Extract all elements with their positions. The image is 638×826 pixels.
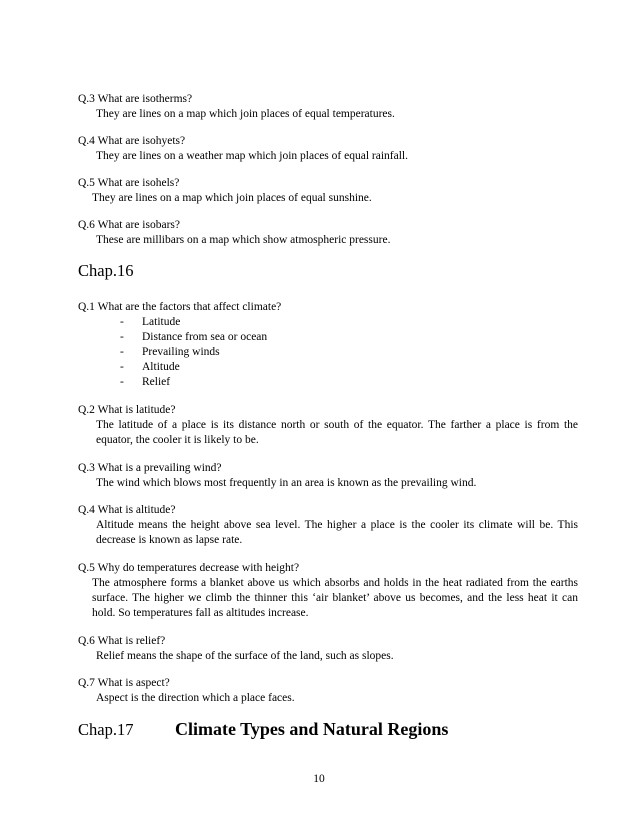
question: Q.5 What are isohels? (78, 177, 180, 189)
question: Q.6 What is relief? (78, 635, 166, 647)
qa-block (78, 92, 578, 122)
question: Q.5 Why do temperatures decrease with height? (78, 562, 300, 574)
answer: They are lines on a map which join places of equal temperatures. (96, 108, 395, 120)
qa-block (78, 300, 578, 390)
answer: They are lines on a map which join places of equal sunshine. (92, 192, 372, 204)
question: Q.1 What are the factors that affect climate? (78, 301, 282, 313)
question: Q.3 What is a prevailing wind? (78, 462, 222, 474)
list-item: - Distance from sea or ocean (120, 331, 268, 343)
question: Q.4 What is altitude? (78, 504, 176, 516)
factor-list (78, 315, 578, 390)
question: Q.7 What is aspect? (78, 677, 170, 689)
qa-block (78, 634, 578, 664)
list-item: - Prevailing winds (120, 346, 220, 358)
list-item: - Relief (120, 376, 171, 388)
qa-block (78, 176, 578, 206)
qa-block (78, 561, 578, 621)
question: Q.4 What are isohyets? (78, 135, 186, 147)
answer: The wind which blows most frequently in an area is known as the prevailing wind. (96, 477, 477, 489)
answer: Altitude means the height above sea level. The higher a place is the cooler its climate will be. This decrease is known as lapse rate. (96, 519, 578, 546)
qa-block (78, 134, 578, 164)
question: Q.6 What are isobars? (78, 219, 180, 231)
qa-block (78, 403, 578, 448)
chapter-17-heading (78, 719, 449, 740)
answer: Aspect is the direction which a place faces. (96, 692, 295, 704)
answer: They are lines on a weather map which join places of equal rainfall. (96, 150, 408, 162)
question: Q.2 What is latitude? (78, 404, 176, 416)
answer: Relief means the shape of the surface of the land, such as slopes. (96, 650, 394, 662)
answer: These are millibars on a map which show atmospheric pressure. (96, 234, 391, 246)
question: Q.3 What are isotherms? (78, 93, 193, 105)
qa-block (78, 503, 578, 548)
qa-block (78, 676, 578, 706)
answer: The latitude of a place is its distance north or south of the equator. The farther a place is from the equator, the cooler it is likely to be. (96, 419, 578, 446)
list-item: - Latitude (120, 316, 181, 328)
list-item: - Altitude (120, 361, 180, 373)
chapter-title: Climate Types and Natural Regions (175, 719, 449, 739)
chapter-label: Chap.17 (78, 720, 134, 739)
page-number: 10 (313, 773, 325, 785)
qa-block (78, 218, 578, 248)
qa-block (78, 461, 578, 491)
chapter-heading: Chap.16 (78, 261, 134, 280)
answer: The atmosphere forms a blanket above us which absorbs and holds in the heat radiated from the earths surface. The higher we climb the thinner this ‘air blanket’ above us becomes, and the less heat it can hold. So temperatures fall as altitudes increase. (92, 577, 578, 619)
